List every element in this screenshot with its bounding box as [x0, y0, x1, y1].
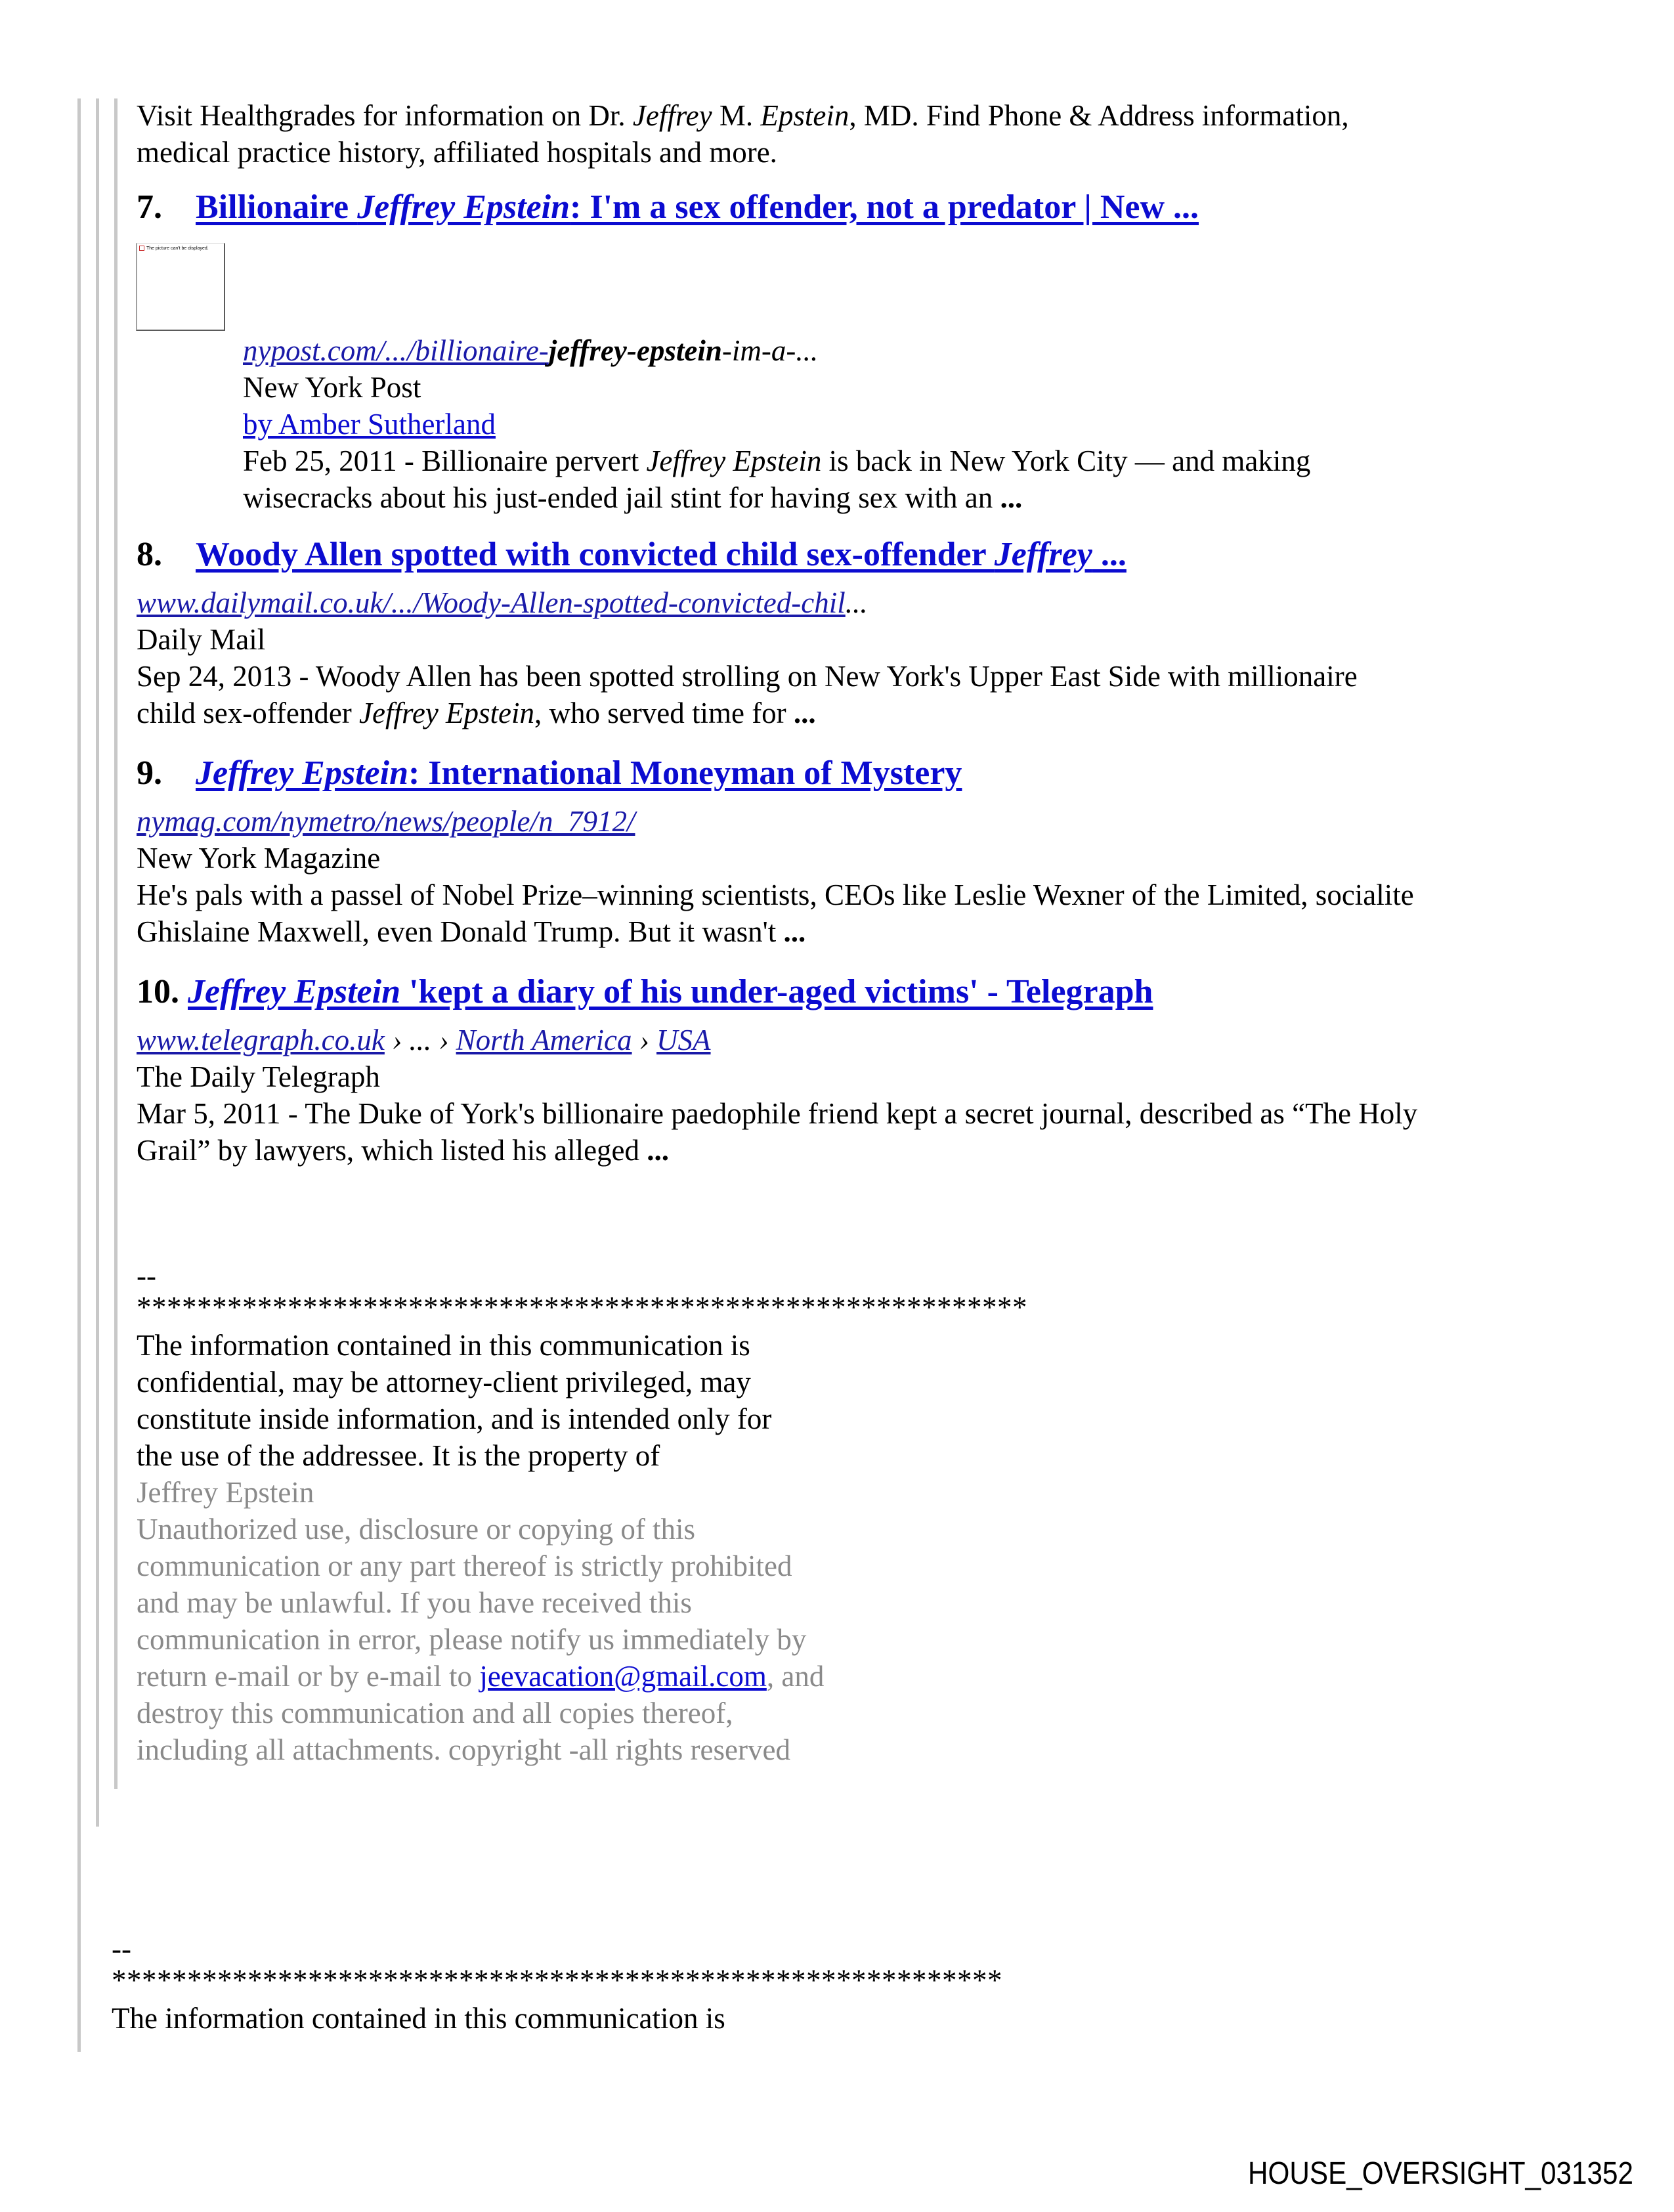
signature-stars: ***********************************************************	[137, 1291, 1027, 1324]
result-snippet: Mar 5, 2011 - The Duke of York's billionaire paedophile friend kept a secret journal, described as “The Holy	[137, 1097, 1418, 1130]
result-url: www.dailymail.co.uk/.../Woody-Allen-spotted-convicted-chil...	[137, 586, 868, 619]
result-url-link[interactable]: www.dailymail.co.uk/.../Woody-Allen-spotted-convicted-chil	[137, 586, 846, 619]
result-url-link[interactable]: nypost.com/.../billionaire-	[243, 334, 549, 367]
result-source: New York Post	[243, 371, 421, 404]
email-signature-inner	[137, 1257, 1581, 1768]
result-title-link[interactable]: Billionaire Jeffrey Epstein: I'm a sex offender, not a predator | New ...	[196, 188, 1199, 226]
result-title-link[interactable]: Woody Allen spotted with convicted child sex-offender Jeffrey ...	[196, 536, 1127, 573]
email-signature-outer	[112, 1930, 1556, 2037]
breadcrumb-link-north-america[interactable]: North America	[456, 1024, 632, 1056]
search-result-9: 9. Jeffrey Epstein: International Moneyman of Mystery nymag.com/nymetro/news/people/n_7912/ New York Magazine He's pals with a passel of Nobel Prize–winning scientists, CEOs like Leslie Wexner of the Limited, socialite Ghislaine Maxwell, even Donald Trump. But it wasn't ...	[137, 752, 1581, 950]
signature-dash: --	[137, 1259, 156, 1292]
result-url	[137, 803, 1581, 840]
result-snippet: Sep 24, 2013 - Woody Allen has been spotted strolling on New York's Upper East Side with millionaire	[137, 660, 1358, 693]
result-title-link[interactable]: Jeffrey Epstein 'kept a diary of his under-aged victims' - Telegraph	[188, 973, 1153, 1010]
breadcrumb-link-domain[interactable]: www.telegraph.co.uk	[137, 1024, 385, 1056]
result-number: 9.	[137, 754, 162, 792]
result-breadcrumb: www.telegraph.co.uk › ... › North America › USA	[137, 1024, 711, 1056]
result-source: The Daily Telegraph	[137, 1060, 380, 1093]
result-number: 10.	[137, 973, 179, 1010]
result-6-snippet: Visit Healthgrades for information on Dr. Jeffrey M. Epstein, MD. Find Phone & Address information, medical practice history, affiliated hospitals and more.	[137, 99, 1349, 169]
result-7-details: nypost.com/.../billionaire-jeffrey-epstein-im-a-... New York Post by Amber Sutherland Feb 25, 2011 - Billionaire pervert Jeffrey Epstein is back in New York City — and making wisecracks about his just-ended jail stint for having sex with an ...	[243, 332, 1556, 516]
result-number: 8.	[137, 536, 162, 573]
confidentiality-notice: The information contained in this communication is confidential, may be attorney-client privileged, may constitute inside information, and is intended only for the use of the addressee. It is the property of Jeffrey Epstein Unauthorized use, disclosure or copying of this communication or any part thereof is strictly prohibited and may be unlawful. If you have received this communication in error, please notify us immediately by return e-mail or by e-mail to jeevacation@gmail.com, and destroy this communication and all copies thereof, including all attachments. copyright -all rights reserved	[137, 1329, 825, 1766]
search-result-10: 10. Jeffrey Epstein 'kept a diary of his under-aged victims' - Telegraph www.telegraph.co.uk › ... › North America › USA The Daily Telegraph Mar 5, 2011 - The Duke of York's billionaire paedophile friend kept a secret journal, described as “The Holy Grail” by lawyers, which listed his alleged ...	[137, 970, 1581, 1169]
broken-image-icon	[139, 246, 144, 251]
result-number: 7.	[137, 188, 162, 226]
search-result-8: 8. Woody Allen spotted with convicted child sex-offender Jeffrey ... www.dailymail.co.uk/.../Woody-Allen-spotted-convicted-chil... Daily Mail Sep 24, 2013 - Woody Allen has been spotted strolling on New York's Upper East Side with millionaire child sex-offender Jeffrey Epstein, who served time for ...	[137, 533, 1581, 731]
result-source: Daily Mail	[137, 623, 266, 656]
author-link[interactable]: by Amber Sutherland	[243, 408, 496, 441]
signature-stars: ***********************************************************	[112, 1964, 1002, 1997]
signature-dash: --	[112, 1932, 131, 1965]
result-snippet: He's pals with a passel of Nobel Prize–winning scientists, CEOs like Leslie Wexner of the Limited, socialite	[137, 878, 1414, 911]
search-result-7	[137, 186, 1581, 229]
result-thumbnail-broken-image[interactable]: The picture can't be displayed.	[136, 243, 225, 331]
breadcrumb-link-usa[interactable]: USA	[656, 1024, 711, 1056]
bates-stamp: HOUSE_OVERSIGHT_031352	[1248, 2156, 1633, 2191]
result-source: New York Magazine	[137, 842, 381, 875]
result-snippet: Feb 25, 2011 - Billionaire pervert Jeffrey Epstein is back in New York City — and making	[243, 445, 1311, 477]
result-url: nypost.com/.../billionaire-jeffrey-epstein-im-a-...	[243, 334, 819, 367]
result-url-link[interactable]: nymag.com/nymetro/news/people/n_7912/	[137, 805, 635, 838]
email-link[interactable]: jeevacation@gmail.com	[479, 1660, 767, 1693]
confidentiality-notice: The information contained in this communication is	[112, 2002, 725, 2035]
quote-bar-inner	[114, 98, 118, 1789]
quote-bar-middle	[96, 98, 99, 1827]
quote-bar-outer	[77, 98, 81, 2052]
result-title-link[interactable]: Jeffrey Epstein: International Moneyman of Mystery	[196, 754, 962, 792]
